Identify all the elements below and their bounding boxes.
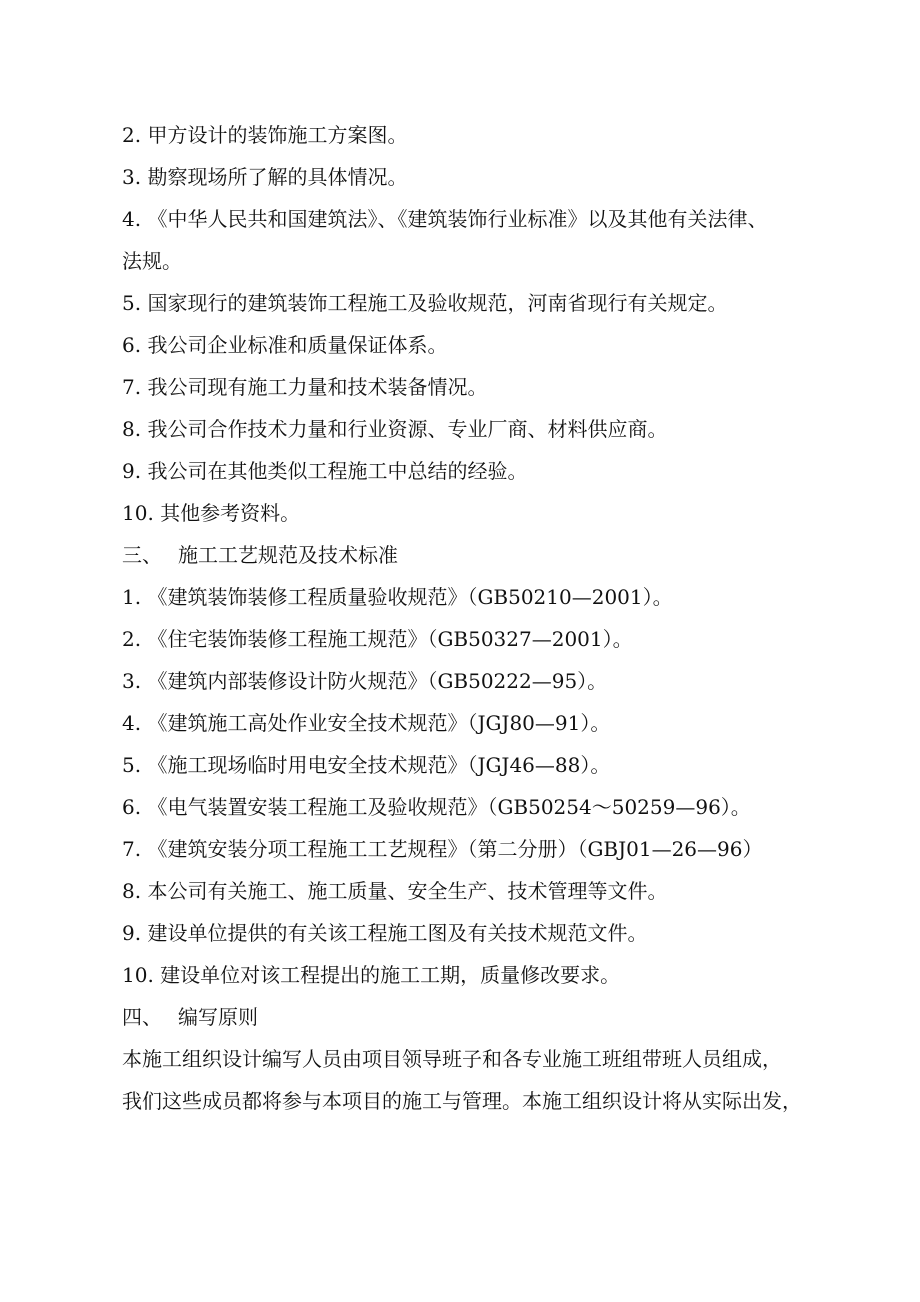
list-item: 6. 我公司企业标准和质量保证体系。 <box>122 333 448 357</box>
list-item: 7. 《建筑安装分项工程施工工艺规程》（第二分册）（GBJ01—26—96） <box>122 837 763 861</box>
paragraph-line: 我们这些成员都将参与本项目的施工与管理。本施工组织设计将从实际出发， <box>122 1089 802 1113</box>
list-item: 6. 《电气装置安装工程施工及验收规范》（GB50254～50259—96）。 <box>122 795 751 819</box>
list-item-continuation: 法规。 <box>122 249 182 273</box>
list-item: 1. 《建筑装饰装修工程质量验收规范》（GB50210—2001）。 <box>122 585 673 609</box>
document-body <box>122 114 842 1122</box>
list-item: 9. 我公司在其他类似工程施工中总结的经验。 <box>122 459 528 483</box>
list-item: 10. 建设单位对该工程提出的施工工期，质量修改要求。 <box>122 963 621 987</box>
section-heading-3 <box>122 534 842 576</box>
section-title: 施工工艺规范及技术标准 <box>178 543 398 567</box>
section-title: 编写原则 <box>178 1005 258 1029</box>
paragraph-line: 本施工组织设计编写人员由项目领导班子和各专业施工班组带班人员组成， <box>122 1047 782 1071</box>
section-heading-4 <box>122 996 842 1038</box>
list-item: 2. 《住宅装饰装修工程施工规范》（GB50327—2001）。 <box>122 627 633 651</box>
list-item: 2. 甲方设计的装饰施工方案图。 <box>122 123 408 147</box>
list-item: 3. 勘察现场所了解的具体情况。 <box>122 165 408 189</box>
list-item: 4. 《建筑施工高处作业安全技术规范》（JGJ80—91）。 <box>122 711 611 735</box>
list-item: 5. 《施工现场临时用电安全技术规范》（JGJ46—88）。 <box>122 753 611 777</box>
list-item: 8. 本公司有关施工、施工质量、安全生产、技术管理等文件。 <box>122 879 668 903</box>
section-number: 三、 <box>122 543 162 567</box>
list-item: 4. 《中华人民共和国建筑法》、《建筑装饰行业标准》以及其他有关法律、 <box>122 207 768 231</box>
standards-list <box>122 576 842 996</box>
list-item: 9. 建设单位提供的有关该工程施工图及有关技术规范文件。 <box>122 921 648 945</box>
section-number: 四、 <box>122 1005 162 1029</box>
basis-list <box>122 114 842 534</box>
list-item: 7. 我公司现有施工力量和技术装备情况。 <box>122 375 488 399</box>
list-item: 8. 我公司合作技术力量和行业资源、专业厂商、材料供应商。 <box>122 417 668 441</box>
list-item: 10. 其他参考资料。 <box>122 501 301 525</box>
list-item: 3. 《建筑内部装修设计防火规范》（GB50222—95）。 <box>122 669 608 693</box>
principle-paragraph <box>122 1038 842 1122</box>
list-item: 5. 国家现行的建筑装饰工程施工及验收规范，河南省现行有关规定。 <box>122 291 728 315</box>
